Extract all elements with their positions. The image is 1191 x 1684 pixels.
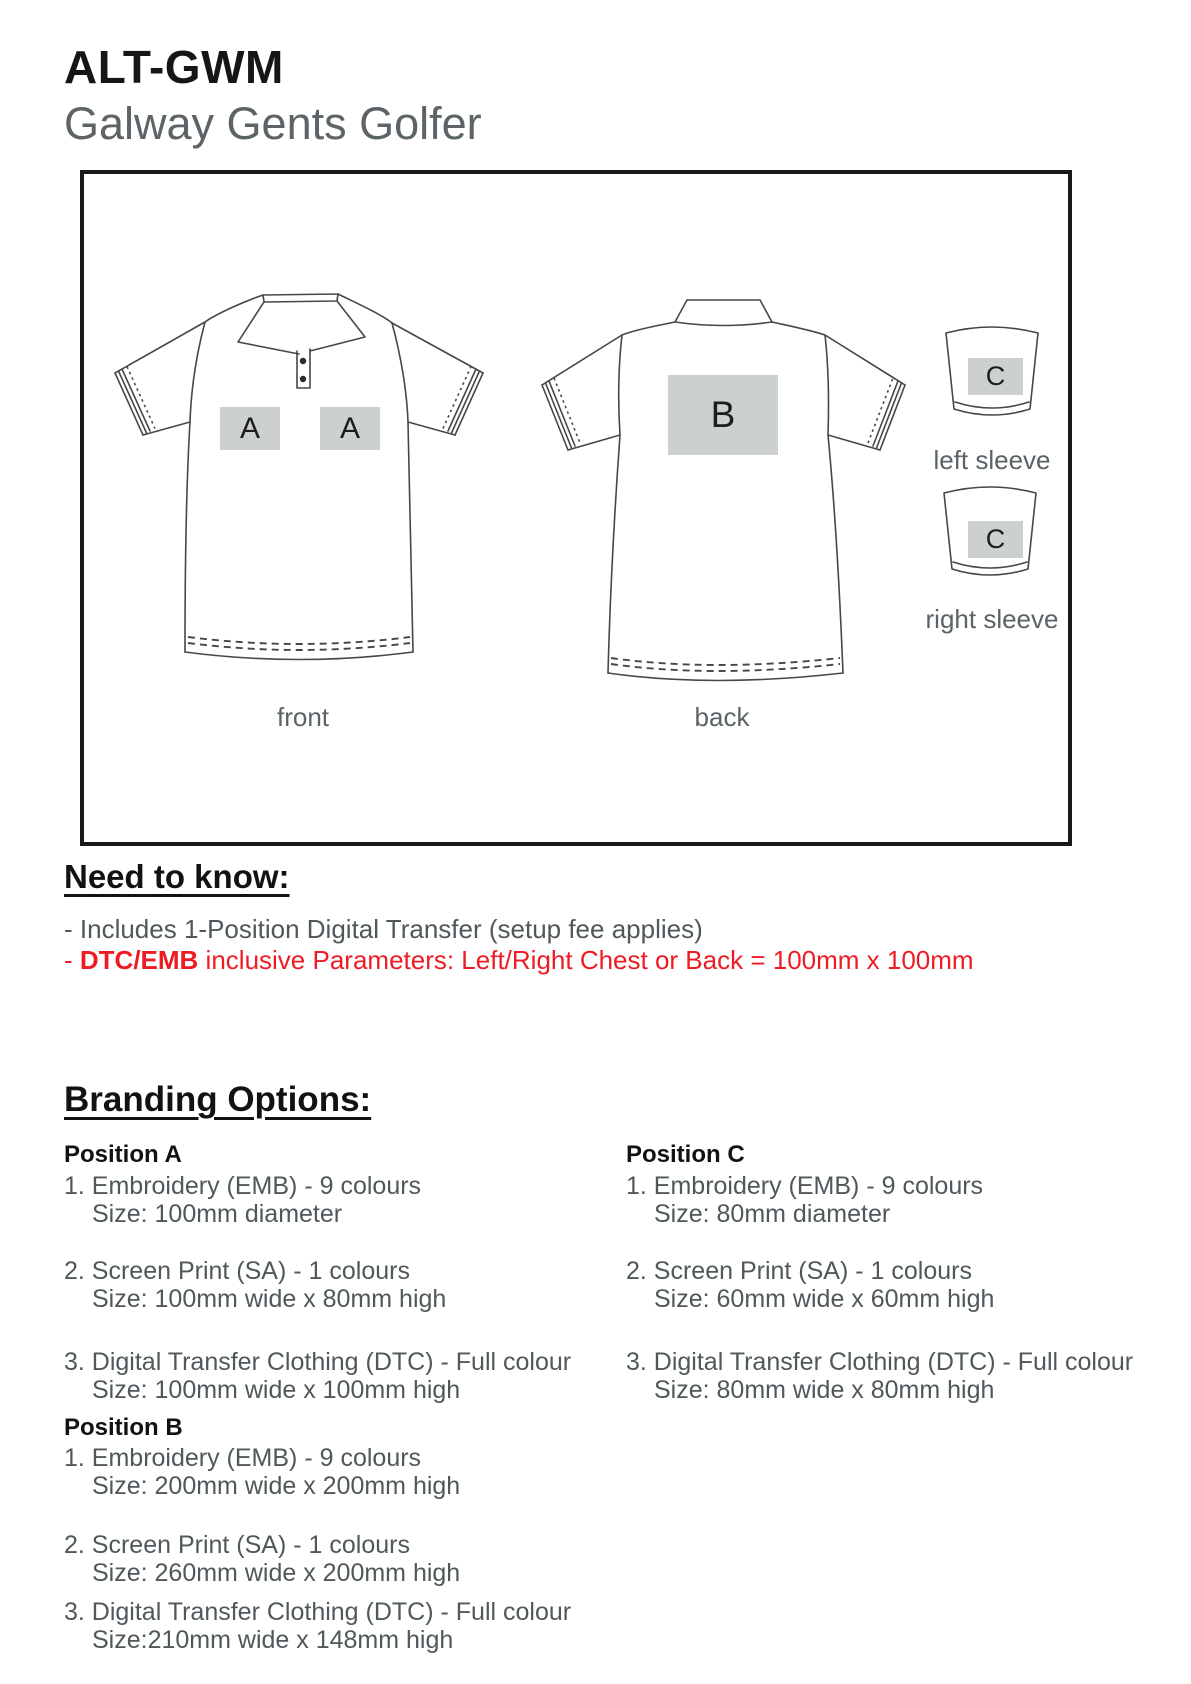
red-line-prefix: - <box>64 945 80 975</box>
position-marker-b-back: B <box>668 375 778 455</box>
option-size: Size: 80mm diameter <box>654 1200 891 1228</box>
option-size: Size: 200mm wide x 200mm high <box>92 1472 461 1500</box>
position-a-option-1 <box>64 1172 421 1228</box>
position-marker-a-left-chest: A <box>220 407 280 450</box>
garment-diagram-panel <box>80 170 1072 846</box>
option-line: 2. Screen Print (SA) - 1 colours <box>626 1257 972 1285</box>
position-marker-c-right-sleeve: C <box>968 521 1023 558</box>
position-c-option-2 <box>626 1257 994 1313</box>
front-shirt-drawing <box>113 288 485 668</box>
position-c-option-3 <box>626 1348 1133 1404</box>
option-line: 2. Screen Print (SA) - 1 colours <box>64 1257 410 1285</box>
position-a-option-2 <box>64 1257 446 1313</box>
left-sleeve-view-label: left sleeve <box>933 445 1051 475</box>
red-line-bold: DTC/EMB <box>79 945 199 975</box>
need-to-know-line-2 <box>64 945 974 976</box>
position-b-title: Position B <box>64 1414 183 1441</box>
position-b-option-3 <box>64 1598 571 1654</box>
need-to-know-heading: Need to know: <box>64 858 290 895</box>
position-a-title: Position A <box>64 1141 182 1168</box>
option-size: Size: 100mm diameter <box>92 1200 343 1228</box>
position-marker-a-right-chest: A <box>320 407 380 450</box>
position-b-option-2 <box>64 1531 460 1587</box>
option-size: Size: 100mm wide x 100mm high <box>92 1376 461 1404</box>
position-marker-c-left-sleeve: C <box>968 358 1023 395</box>
position-c-title: Position C <box>626 1141 745 1168</box>
option-size: Size: 260mm wide x 200mm high <box>92 1559 461 1587</box>
option-size: Size: 80mm wide x 80mm high <box>654 1376 995 1404</box>
position-c-option-1 <box>626 1172 983 1228</box>
back-shirt-drawing <box>540 298 908 683</box>
option-size: Size:210mm wide x 148mm high <box>92 1626 454 1654</box>
option-line: 3. Digital Transfer Clothing (DTC) - Full colour <box>64 1598 572 1626</box>
option-size: Size: 100mm wide x 80mm high <box>92 1285 447 1313</box>
option-line: 2. Screen Print (SA) - 1 colours <box>64 1531 410 1559</box>
option-line: 1. Embroidery (EMB) - 9 colours <box>626 1172 984 1200</box>
option-line: 1. Embroidery (EMB) - 9 colours <box>64 1444 422 1472</box>
option-line: 3. Digital Transfer Clothing (DTC) - Full colour <box>64 1348 572 1376</box>
position-b-option-1 <box>64 1444 460 1500</box>
option-line: 1. Embroidery (EMB) - 9 colours <box>64 1172 422 1200</box>
option-line: 3. Digital Transfer Clothing (DTC) - Full colour <box>626 1348 1134 1376</box>
page-title: ALT-GWM <box>64 41 284 93</box>
need-to-know-line-1: - Includes 1-Position Digital Transfer (setup fee applies) <box>64 914 703 944</box>
branding-options-heading: Branding Options: <box>64 1080 372 1119</box>
back-view-label: back <box>694 702 750 732</box>
position-a-option-3 <box>64 1348 571 1404</box>
page-subtitle: Galway Gents Golfer <box>64 98 482 149</box>
option-size: Size: 60mm wide x 60mm high <box>654 1285 995 1313</box>
red-line-rest: inclusive Parameters: Left/Right Chest or Back = 100mm x 100mm <box>198 945 974 975</box>
right-sleeve-view-label: right sleeve <box>925 604 1059 634</box>
front-view-label: front <box>276 702 330 732</box>
